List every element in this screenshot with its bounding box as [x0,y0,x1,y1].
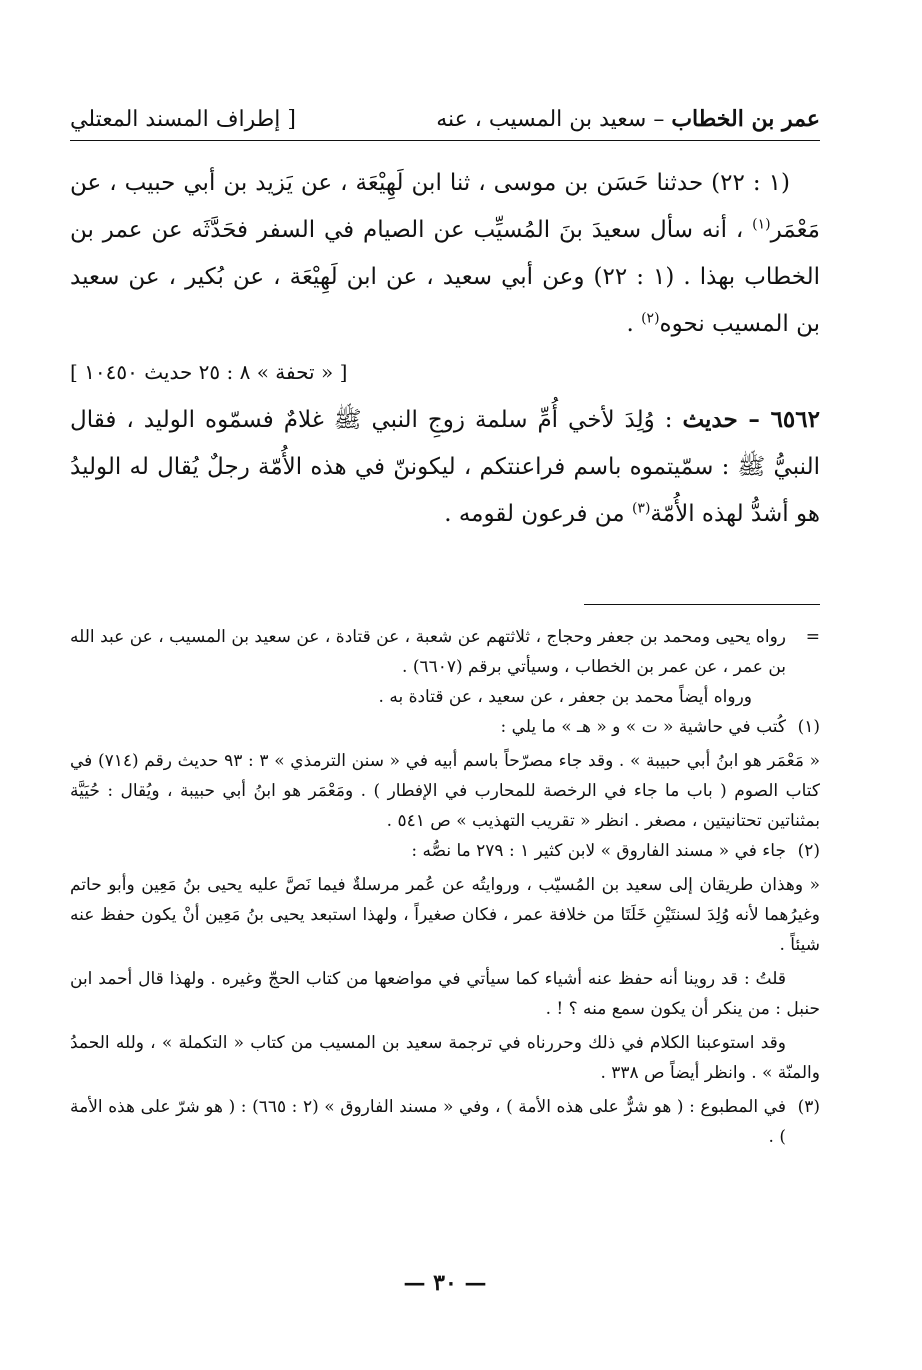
paragraph-isnad [70,160,820,348]
footnote-3-text: في المطبوع : ( هو شرٌّ على هذه الأمة ) ، وفي « مسند الفاروق » (٢ : ٦٦٥) : ( هو شرّ على هذه الأمة ) . [70,1097,786,1147]
footnote-1-intro: كُتب في حاشية « ت » و « هـ » ما يلي : [500,717,786,737]
footnote-2-quote: « وهذان طريقان إلى سعيد بن المُسيّب ، وروايتُه عن عُمر مرسلةٌ فيما نَصَّ عليه يحيى بنُ مَعِين وأبو حاتم وغيرُهما لأنه وُلِدَ لسنتَيْنِ خَلَتَا من خلافة عمر ، فكان صغيراً ، ولهذا استبعد يحيى بنُ مَعِين أنْ يكون حفظ عنه شيئاً . [70,875,820,955]
footnote-ref-1[interactable]: (١) [752,216,771,233]
tuhfa-reference: [ « تحفة » ٨ : ٢٥ حديث ١٠٤٥٠ ] [70,360,348,384]
footnote-2-marker: (٢) [797,841,820,861]
paragraph-hadith [70,396,820,538]
footnote-continuation-text: رواه يحيى ومحمد بن جعفر وحجاج ، ثلاثتهم عن شعبة ، عن قتادة ، عن سعيد بن المسيب ، عن عبد الله بن عمر ، عن عمر بن الخطاب ، وسيأتي برقم (٦٦٠٧) . [70,627,786,677]
page-number: — ٣٠ — [403,1270,487,1296]
running-header [70,102,820,136]
main-text [70,160,820,538]
footnote-1-marker: (١) [797,717,820,737]
header-chapter-rest: – سعيد بن المسيب ، عنه [436,107,672,132]
hadith-text-b: من فرعون لقومه . [444,501,632,527]
footnote-1 [70,712,820,742]
isnad-text-b: ، أنه سأل سعيدَ بنَ المُسيِّب عن الصيام في السفر فحَدَّثَه عن عمر بن الخطاب بهذا . (١ : ٢٢) وعن أبي سعيد ، عن ابن لَهِيْعَة ، عن بُكير ، عن سعيد بن المسيب نحوه [70,217,820,337]
footnote-continuation [70,622,820,712]
footnote-3-marker: (٣) [797,1097,820,1117]
hadith-number: ٦٥٦٢ [770,406,820,433]
footnote-ref-3[interactable]: (٣) [631,500,651,517]
footnote-1-quote: « مَعْمَر هو ابنُ أبي حبيبة » . وقد جاء مصرّحاً باسم أبيه في « سنن الترمذي » ٣ : ٩٣ حديث رقم (٧١٤) في كتاب الصوم ( باب ما جاء في الرخصة للمحارب في الإفطار ) . ومَعْمَر هو ابنُ أبي حبيبة ، ويُقال : حُيَيَّة بمثناتين تحتانيتين ، مصغر . انظر « تقريب التهذيب » ص ٥٤١ . [70,751,820,831]
footnote-rule [584,604,820,605]
footnote-2-paragraph-3: وقد استوعبنا الكلام في ذلك وحررناه في ترجمة سعيد بن المسيب من كتاب « التكملة » ، ولله الحمدُ والمنّة » . وانظر أيضاً ص ٣٣٨ . [70,1033,820,1083]
footnote-continuation-marker: = [805,627,820,647]
isnad-text-a: (١ : ٢٢) حدثنا حَسَن بن موسى ، ثنا ابن لَهِيْعَة ، عن يَزيد بن أبي حبيب ، عن مَعْمَر [70,170,820,243]
footnote-2-intro: جاء في « مسند الفاروق » لابن كثير ١ : ٢٧٩ ما نصُّه : [411,841,786,861]
header-chapter [436,106,820,132]
footnote-continuation-text-2: ورواه أيضاً محمد بن جعفر ، عن سعيد ، عن قتادة به . [378,687,752,707]
footnote-2 [70,836,820,866]
footnotes [70,622,820,1152]
footnote-2-paragraph-2: قلتُ : قد روينا أنه حفظ عنه أشياء كما سيأتي في مواضعها من كتاب الحجّ وغيره . ولهذا قال أحمد ابن حنبل : من ينكر أن يكون سمع منه ؟ ! . [70,969,820,1019]
hadith-text-a: : وُلِدَ لأخي أُمِّ سلمة زوجِ النبي ﷺ غلامٌ فسمّوه الوليد ، فقال النبيُّ ﷺ : سمّيتموه باسم فراعنتكم ، ليكوننّ في هذه الأُمّة رجلٌ يُقال له الوليدُ هو أشدُّ لهذه الأُمّة [70,407,820,527]
hadith-keyword: حديث [682,406,738,433]
header-chapter-bold: عمر بن الخطاب [671,106,820,132]
footnote-3 [70,1092,820,1152]
footnote-ref-2[interactable]: (٢) [641,310,660,327]
document-page [70,0,820,1370]
isnad-text-c: . [626,311,642,337]
header-book-title: [ إطراف المسند المعتلي [70,106,296,132]
header-rule [70,140,820,141]
hadith-dash: – [737,406,771,433]
